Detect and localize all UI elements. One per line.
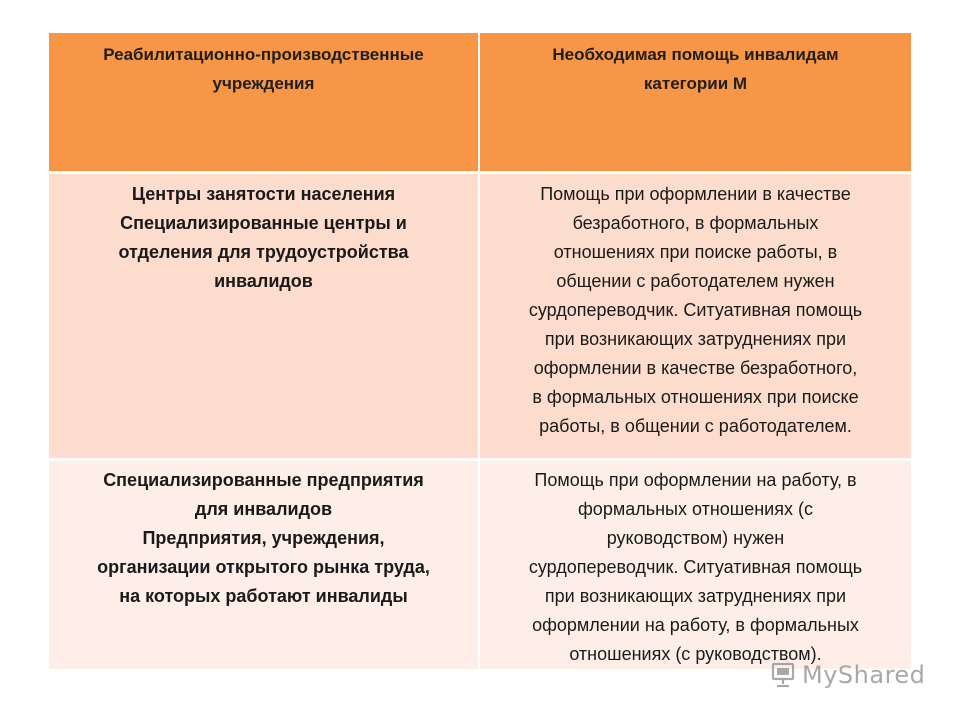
cell-line: Предприятия, учреждения, <box>142 527 385 548</box>
cell-line: оформлении в качестве безработного, <box>533 357 858 378</box>
header-line: категории М <box>643 74 748 93</box>
cell-line: оформлении на работу, в формальных <box>532 614 859 635</box>
cell-line: в формальных отношениях при поиске <box>532 386 859 407</box>
cell-line: Специализированные центры и <box>120 212 407 233</box>
cell-line: сурдопереводчик. Ситуативная помощь <box>528 299 863 320</box>
cell-line: формальных отношениях (с <box>578 498 813 519</box>
cell-line: организации открытого рынка труда, <box>97 556 430 577</box>
watermark-text: MyShared <box>802 661 926 689</box>
presentation-screen-icon <box>770 662 796 688</box>
header-cell-required-help <box>479 33 911 172</box>
header-line: Реабилитационно-производственные <box>103 45 424 64</box>
cell-help-employment-centers <box>479 172 911 459</box>
cell-help-specialized-enterprises <box>479 459 911 669</box>
cell-line: отношениях (с руководством). <box>569 643 822 664</box>
cell-line: при возникающих затруднениях при <box>544 328 847 349</box>
cell-line: Помощь при оформлении на работу, в <box>534 469 857 490</box>
cell-line: для инвалидов <box>194 498 333 519</box>
cell-specialized-enterprises <box>49 459 479 669</box>
cell-line: безработного, в формальных <box>572 212 819 233</box>
cell-line: Помощь при оформлении в качестве <box>540 183 851 204</box>
cell-line: при возникающих затруднениях при <box>544 585 847 606</box>
header-line: Необходимая помощь инвалидам <box>552 45 839 64</box>
cell-line: руководством) нужен <box>606 527 785 548</box>
cell-line: Центры занятости населения <box>131 183 396 204</box>
cell-line: отделения для трудоустройства <box>118 241 409 262</box>
mysharedwatermark <box>770 658 925 692</box>
cell-line: общении с работодателем нужен <box>556 270 835 291</box>
table-row <box>49 459 911 669</box>
cell-line: отношениях при поиске работы, в <box>553 241 838 262</box>
cell-line: сурдопереводчик. Ситуативная помощь <box>528 556 863 577</box>
cell-line: Специализированные предприятия <box>103 469 424 490</box>
table-row <box>49 172 911 459</box>
cell-line: работы, в общении с работодателем. <box>539 415 852 436</box>
comparison-table <box>49 33 911 669</box>
header-cell-institutions <box>49 33 479 172</box>
cell-employment-centers <box>49 172 479 459</box>
cell-line: инвалидов <box>214 270 313 291</box>
header-line: учреждения <box>212 74 315 93</box>
table-header-row <box>49 33 911 172</box>
cell-line: на которых работают инвалиды <box>119 585 408 606</box>
